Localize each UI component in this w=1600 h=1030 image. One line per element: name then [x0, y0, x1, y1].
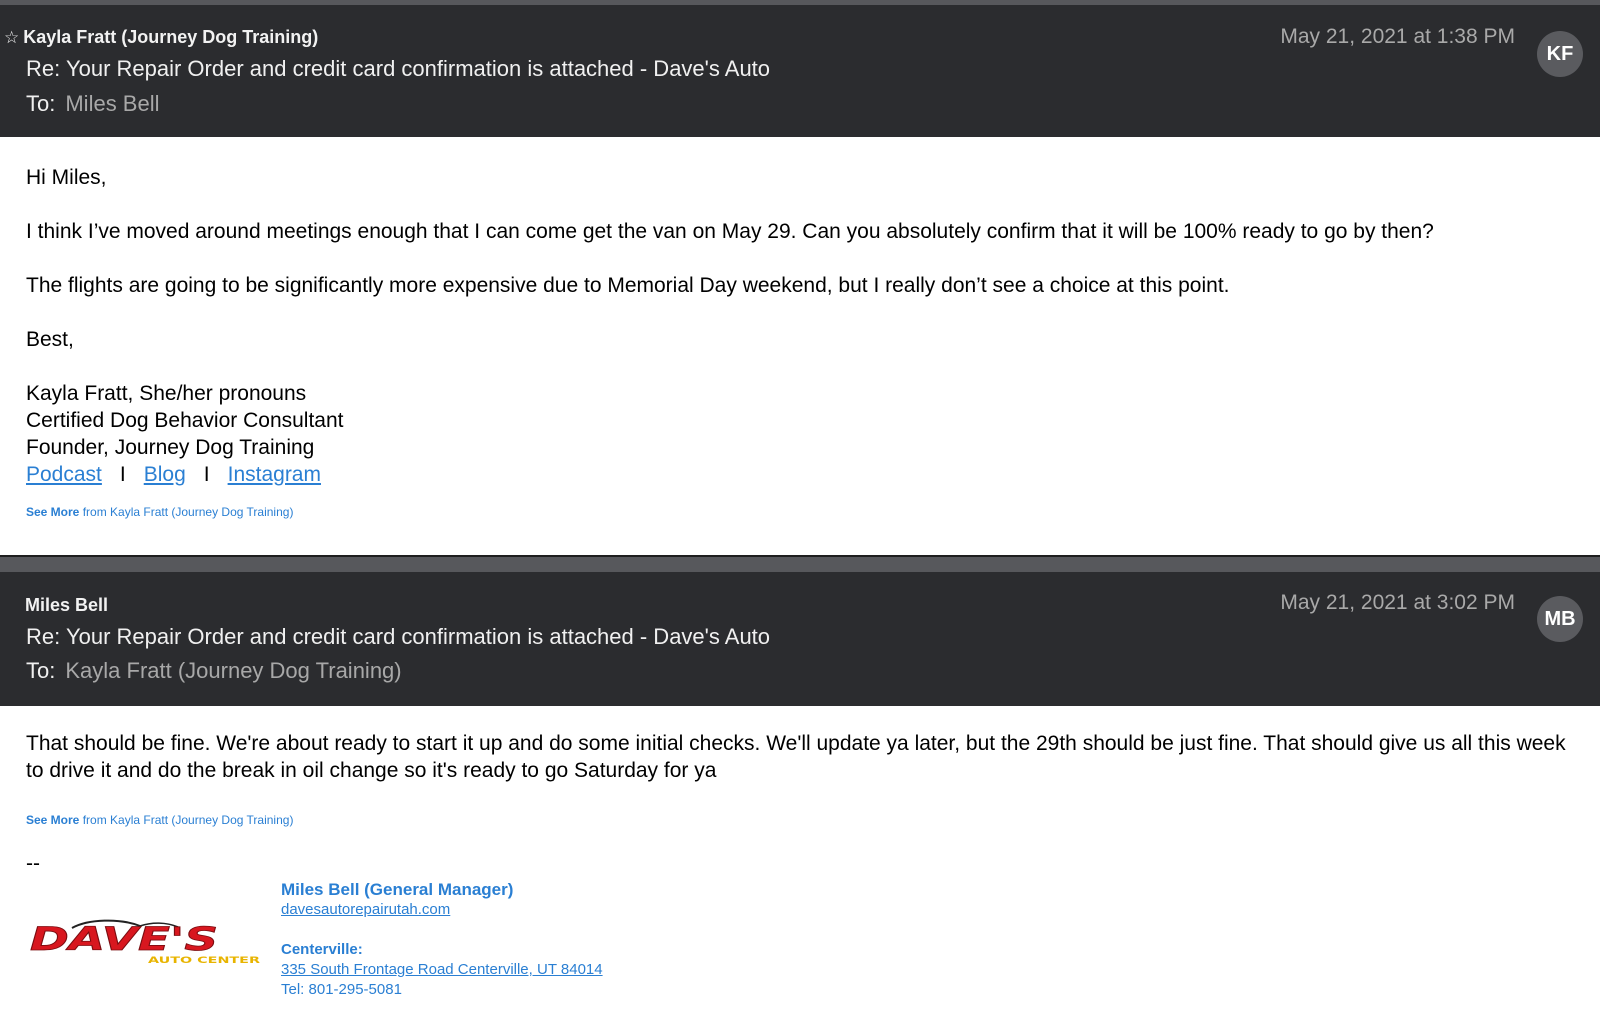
logo-wordmark: DAVE'S	[30, 920, 218, 958]
message-subject: Re: Your Repair Order and credit card confirmation is attached - Dave's Auto	[26, 624, 771, 649]
message-date: May 21, 2021 at 1:38 PM	[1280, 25, 1515, 48]
see-more-link[interactable]: See More from Kayla Fratt (Journey Dog Training)	[26, 505, 294, 519]
recipient-name[interactable]: Kayla Fratt (Journey Dog Training)	[65, 658, 402, 683]
message-body-1	[26, 164, 1586, 488]
sender-name[interactable]: ☆ Kayla Fratt (Journey Dog Training)	[4, 27, 319, 47]
message-header-1[interactable]	[0, 5, 1600, 137]
recipient-name[interactable]: Miles Bell	[65, 91, 160, 116]
signature-title: Certified Dog Behavior Consultant	[26, 409, 344, 432]
instagram-link[interactable]: Instagram	[227, 463, 321, 486]
phone-number: Tel: 801-295-5081	[281, 981, 402, 998]
message-divider-bar	[0, 557, 1600, 572]
link-separator: I	[119, 463, 126, 486]
message-date: May 21, 2021 at 3:02 PM	[1280, 591, 1515, 614]
signature-separator: --	[26, 852, 40, 875]
star-icon[interactable]: ☆	[4, 28, 20, 47]
signature	[26, 380, 1586, 488]
business-signature	[281, 880, 603, 1000]
message-body-2: That should be fine. We're about ready to start it up and do some initial checks. We'll update ya later, but the 29th should be just fine. That should give us all this week to drive it and do the break in oil change so it's ready to go Saturday for ya	[26, 732, 1566, 782]
message-subject: Re: Your Repair Order and credit card confirmation is attached - Dave's Auto	[26, 56, 771, 81]
blog-link[interactable]: Blog	[143, 463, 186, 486]
daves-auto-logo	[28, 918, 264, 968]
avatar[interactable]: MB	[1537, 596, 1583, 642]
recipient-line: To: Kayla Fratt (Journey Dog Training)	[26, 658, 402, 683]
logo-subtitle: AUTO CENTER	[148, 956, 261, 966]
body-paragraph: I think I’ve moved around meetings enough that I can come get the van on May 29. Can you absolutely confirm that it will be 100% ready to go by then?	[26, 220, 1434, 243]
message-header-2[interactable]	[0, 572, 1600, 706]
signature-name: Miles Bell (General Manager)	[281, 880, 514, 899]
signature-links	[26, 461, 1586, 488]
avatar[interactable]: KF	[1537, 31, 1583, 77]
website-link[interactable]: davesautorepairutah.com	[281, 901, 451, 918]
location-label: Centerville:	[281, 941, 363, 958]
closing: Best,	[26, 328, 74, 351]
sender-name[interactable]: Miles Bell	[25, 595, 109, 615]
podcast-link[interactable]: Podcast	[26, 463, 102, 486]
see-more-link[interactable]: See More from Kayla Fratt (Journey Dog Training)	[26, 813, 294, 827]
recipient-line: To: Miles Bell	[26, 91, 160, 116]
greeting: Hi Miles,	[26, 166, 107, 189]
signature-company: Founder, Journey Dog Training	[26, 436, 315, 459]
address-link[interactable]: 335 South Frontage Road Centerville, UT 84014	[281, 961, 603, 978]
signature-name: Kayla Fratt, She/her pronouns	[26, 382, 307, 405]
body-paragraph: The flights are going to be significantly more expensive due to Memorial Day weekend, but I really don’t see a choice at this point.	[26, 274, 1230, 297]
link-separator: I	[203, 463, 210, 486]
